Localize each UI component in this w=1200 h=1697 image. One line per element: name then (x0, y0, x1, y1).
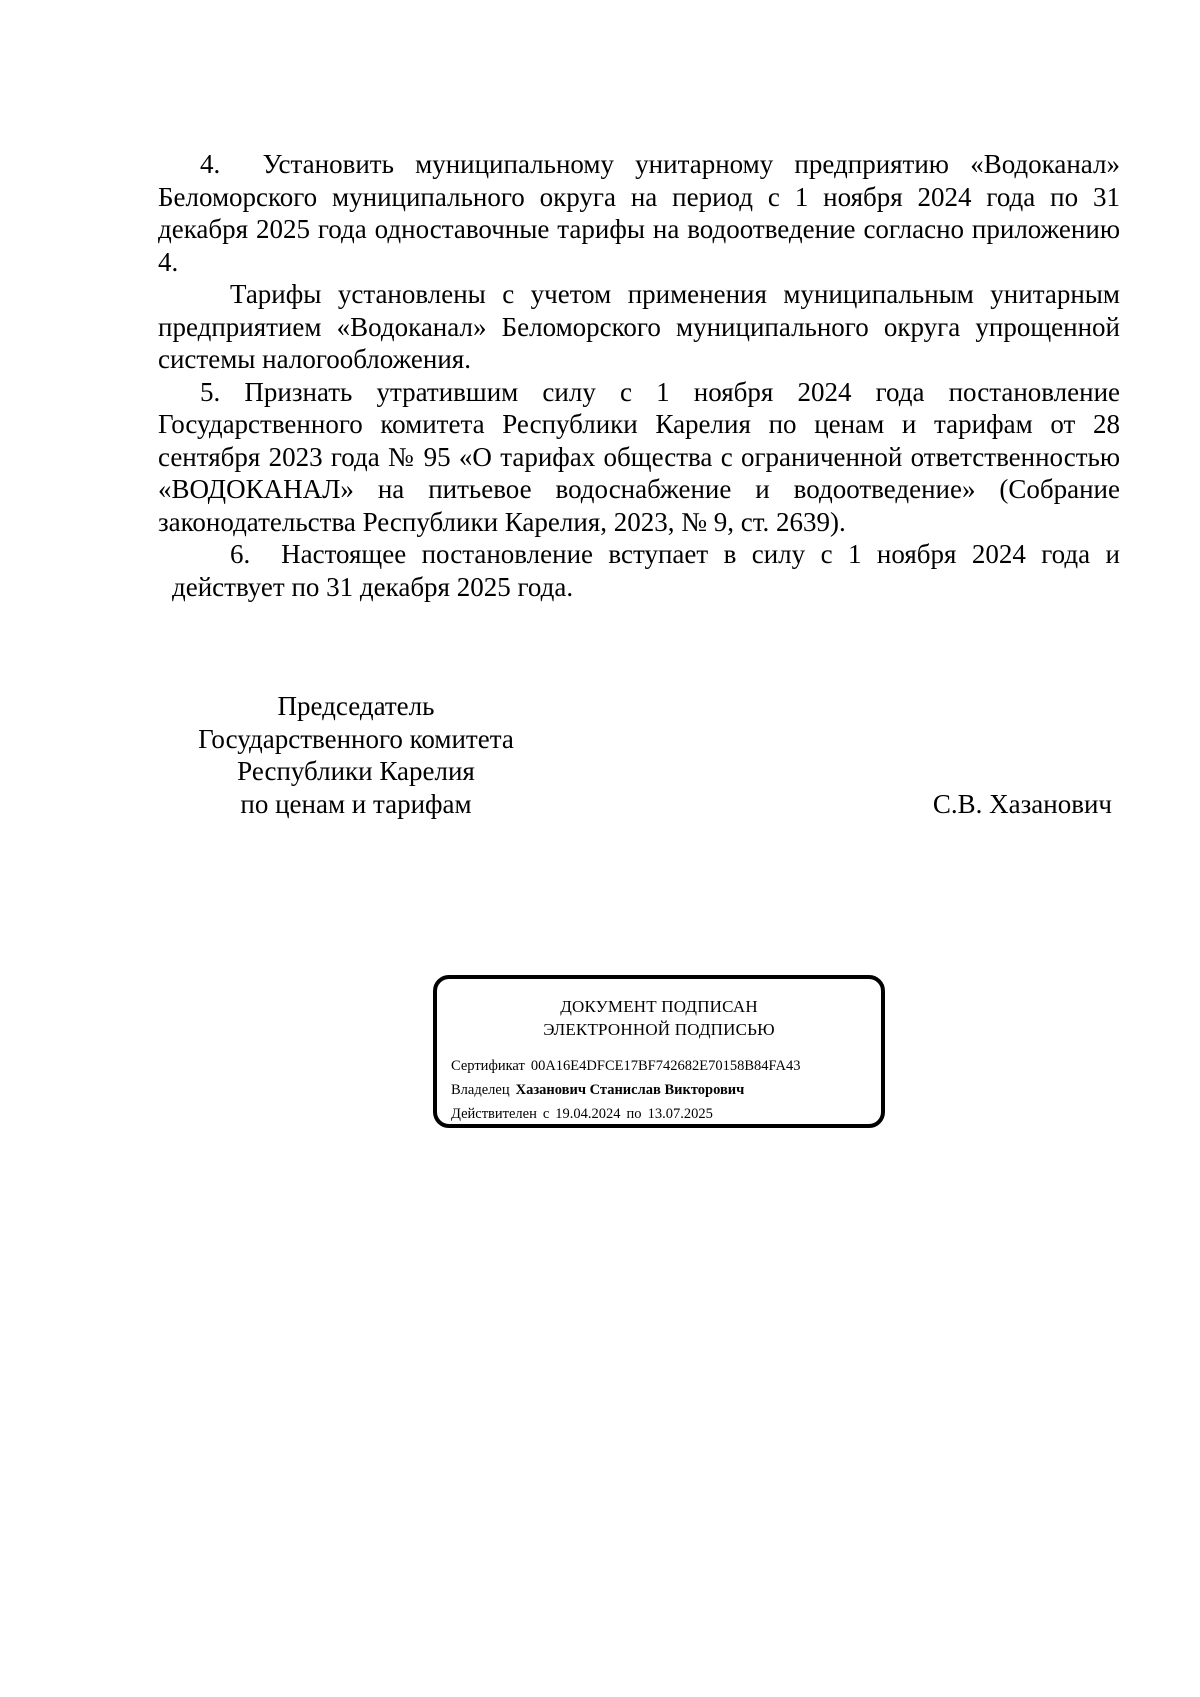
stamp-header (437, 995, 881, 1041)
signatory-title-line: Председатель (277, 691, 435, 721)
valid-label: Действителен (451, 1106, 537, 1122)
owner-label: Владелец (451, 1082, 510, 1098)
valid-to-label: по (626, 1106, 642, 1122)
stamp-validity-row (451, 1102, 800, 1126)
valid-to-date: 13.07.2025 (647, 1106, 713, 1122)
certificate-value: 00A16E4DFCE17BF742682E70158B84FA43 (530, 1058, 801, 1074)
stamp-header-line: ДОКУМЕНТ ПОДПИСАН (560, 997, 758, 1016)
stamp-owner-row (451, 1078, 800, 1102)
stamp-details (451, 1054, 800, 1126)
signatory-title-line: Государственного комитета (198, 723, 514, 754)
signatory-name: С.В. Хазанович (932, 788, 1112, 819)
valid-from-label: с (542, 1106, 550, 1122)
certificate-label: Сертификат (451, 1058, 525, 1074)
stamp-certificate-row (451, 1054, 800, 1078)
signatory-title-line: Республики Карелия (237, 756, 475, 786)
signatory-title (186, 690, 526, 820)
stamp-header-line: ЭЛЕКТРОННОЙ ПОДПИСЬЮ (543, 1020, 775, 1039)
electronic-signature-stamp (433, 975, 885, 1128)
owner-value: Хазанович Станислав Викторович (515, 1082, 745, 1098)
paragraph-4: 4. Установить муниципальному унитарному предприятию «Водоканал» Беломорского муниципального округа на период с 1 ноября 2024 года по 31 декабря 2025 года одноставочные тарифы на водоотведение согласно приложению 4. (158, 149, 1120, 277)
valid-from-date: 19.04.2024 (555, 1106, 621, 1122)
paragraph-tax-note: Тарифы установлены с учетом применения муниципальным унитарным предприятием «Водоканал» Беломорского муниципального округа упрощенной системы налогообложения. (158, 279, 1120, 374)
paragraph-5: 5. Признать утратившим силу с 1 ноября 2024 года постановление Государственного комитета Республики Карелия по ценам и тарифам от 28 сентября 2023 года № 95 «О тарифах общества с ограниченной ответственностью «ВОДОКАНАЛ» на питьевое водоснабжение и водоотведение» (Собрание законодательства Республики Карелия, 2023, № 9, ст. 2639). (158, 376, 1120, 537)
signatory-title-line: по ценам и тарифам (240, 788, 472, 819)
paragraph-6: 6. Настоящее постановление вступает в силу с 1 ноября 2024 года и действует по 31 декабря 2025 года. (172, 539, 1120, 602)
document-body (158, 148, 1120, 603)
